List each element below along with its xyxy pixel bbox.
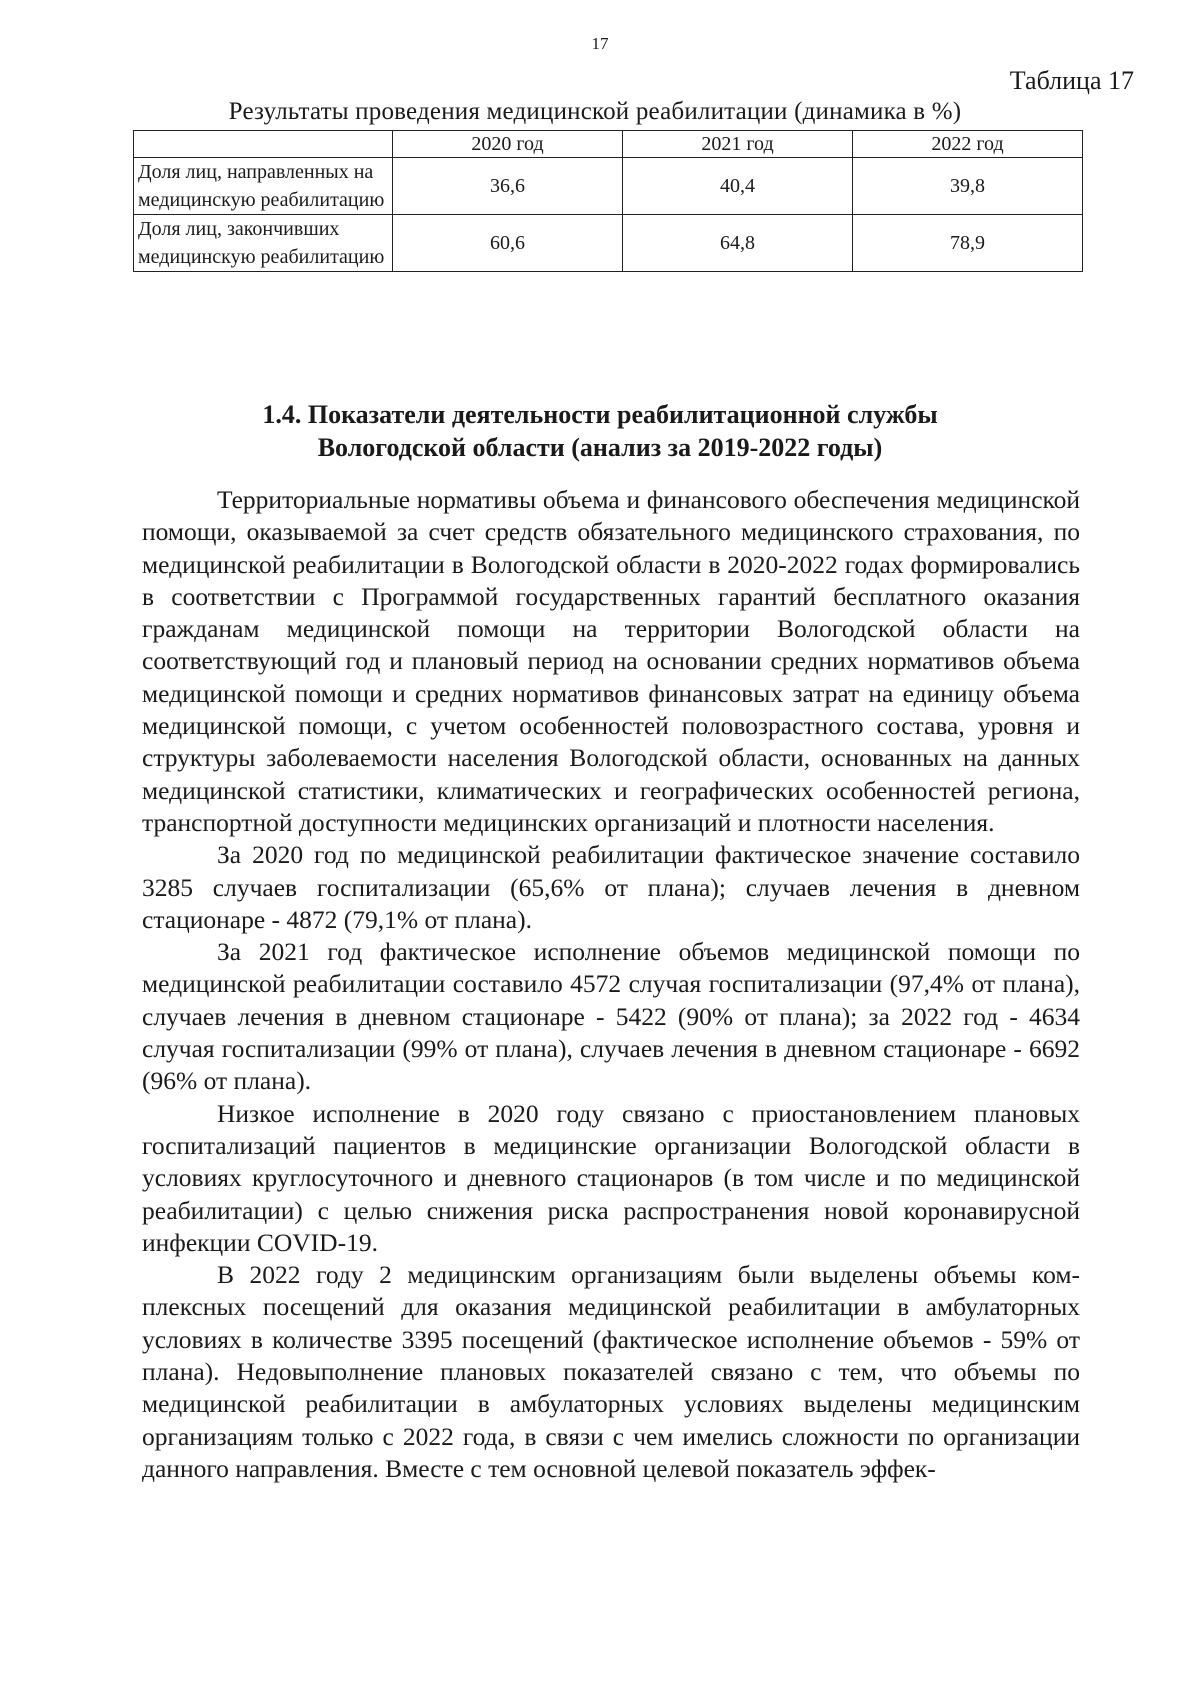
section-heading [0, 398, 1200, 464]
table-row [134, 215, 1083, 272]
column-header-2022: 2022 год [853, 131, 1083, 158]
paragraph: Территориальные нормативы объема и финансового обеспечения медицинской помощи, оказываемой за счет средств обязательного медицинского страхования, по медицинской реабилитации в Вологодской области в 2020-2022 годах формировались в соответствии с Программой государственных гарантий бесплатного оказания гражданам медицинской помощи на территории Вологодской области на соответствующий год и плановый период на основании средних нормативов объема медицинской помощи и средних нормативов финансовых затрат на единицу объема медицинской помощи, с учетом особенностей половозрастного состава, уровня и структуры заболеваемости населения Вологодской области, основанных на данных медицинской статистики, климатических и географических особенностей региона, транспортной доступности медицинских организаций и плотности населения. [142, 485, 1080, 837]
paragraph: За 2020 год по медицинской реабилитации фактическое значение составило 3285 случаев госпитализации (65,6% от плана); случаев лечения в дневном стационаре - 4872 (79,1% от плана). [142, 840, 1080, 934]
table-label: Таблица 17 [1009, 66, 1134, 95]
section-heading-line: 1.4. Показатели деятельности реабилитационной службы [262, 400, 938, 429]
paragraph: Низкое исполнение в 2020 году связано с приостановлением плановых госпитализаций пациентов в медицинские организации Вологодской области в условиях круглосуточного и дневного стационаров (в том числе и по медицинской реабилитации) с целью снижения риска распространения новой коронавирусной инфекции COVID-19. [142, 1098, 1080, 1257]
row-label: Доля лиц, направленных на медицинскую реабилитацию [134, 158, 393, 215]
results-table [133, 130, 1083, 272]
column-header-2021: 2021 год [623, 131, 853, 158]
table-row [134, 158, 1083, 215]
table-title: Результаты проведения медицинской реабилитации (динамика в %) [228, 98, 962, 125]
column-header [134, 131, 393, 158]
column-header-2020: 2020 год [393, 131, 623, 158]
section-heading-line: Вологодской области (анализ за 2019-2022 годы) [317, 433, 883, 462]
body-text [142, 484, 1080, 1485]
table-header-row [134, 131, 1083, 158]
paragraph: За 2021 год фактическое исполнение объемов медицинской помощи по медицинской реабилитации составило 4572 случая госпитализации (97,4% от плана), случаев лечения в дневном стационаре - 5422 (90% от плана); за 2022 год - 4634 случая госпитализации (99% от плана), случаев лечения в дневном стационаре - 6692 (96% от плана). [142, 937, 1080, 1096]
paragraph: В 2022 году 2 медицинским организациям были выделены объемы комплексных посещений для оказания медицинской реабилитации в амбулаторных условиях в количестве 3395 посещений (фактическое исполнение объемов - 59% от плана). Недовыполнение плановых показателей связано с тем, что объемы по медицинской реабилитации в амбулаторных условиях выделены медицинским организациям только с 2022 года, в связи с чем имелись сложности по организации данного направления. Вместе с тем основной целевой показатель эффек- [142, 1260, 1080, 1483]
row-label: Доля лиц, закончивших медицинскую реабилитацию [134, 215, 393, 272]
table-cell: 40,4 [623, 158, 853, 215]
page-number: 17 [591, 34, 609, 53]
table-cell: 36,6 [393, 158, 623, 215]
table-cell: 64,8 [623, 215, 853, 272]
table-cell: 60,6 [393, 215, 623, 272]
table-cell: 78,9 [853, 215, 1083, 272]
table-cell: 39,8 [853, 158, 1083, 215]
